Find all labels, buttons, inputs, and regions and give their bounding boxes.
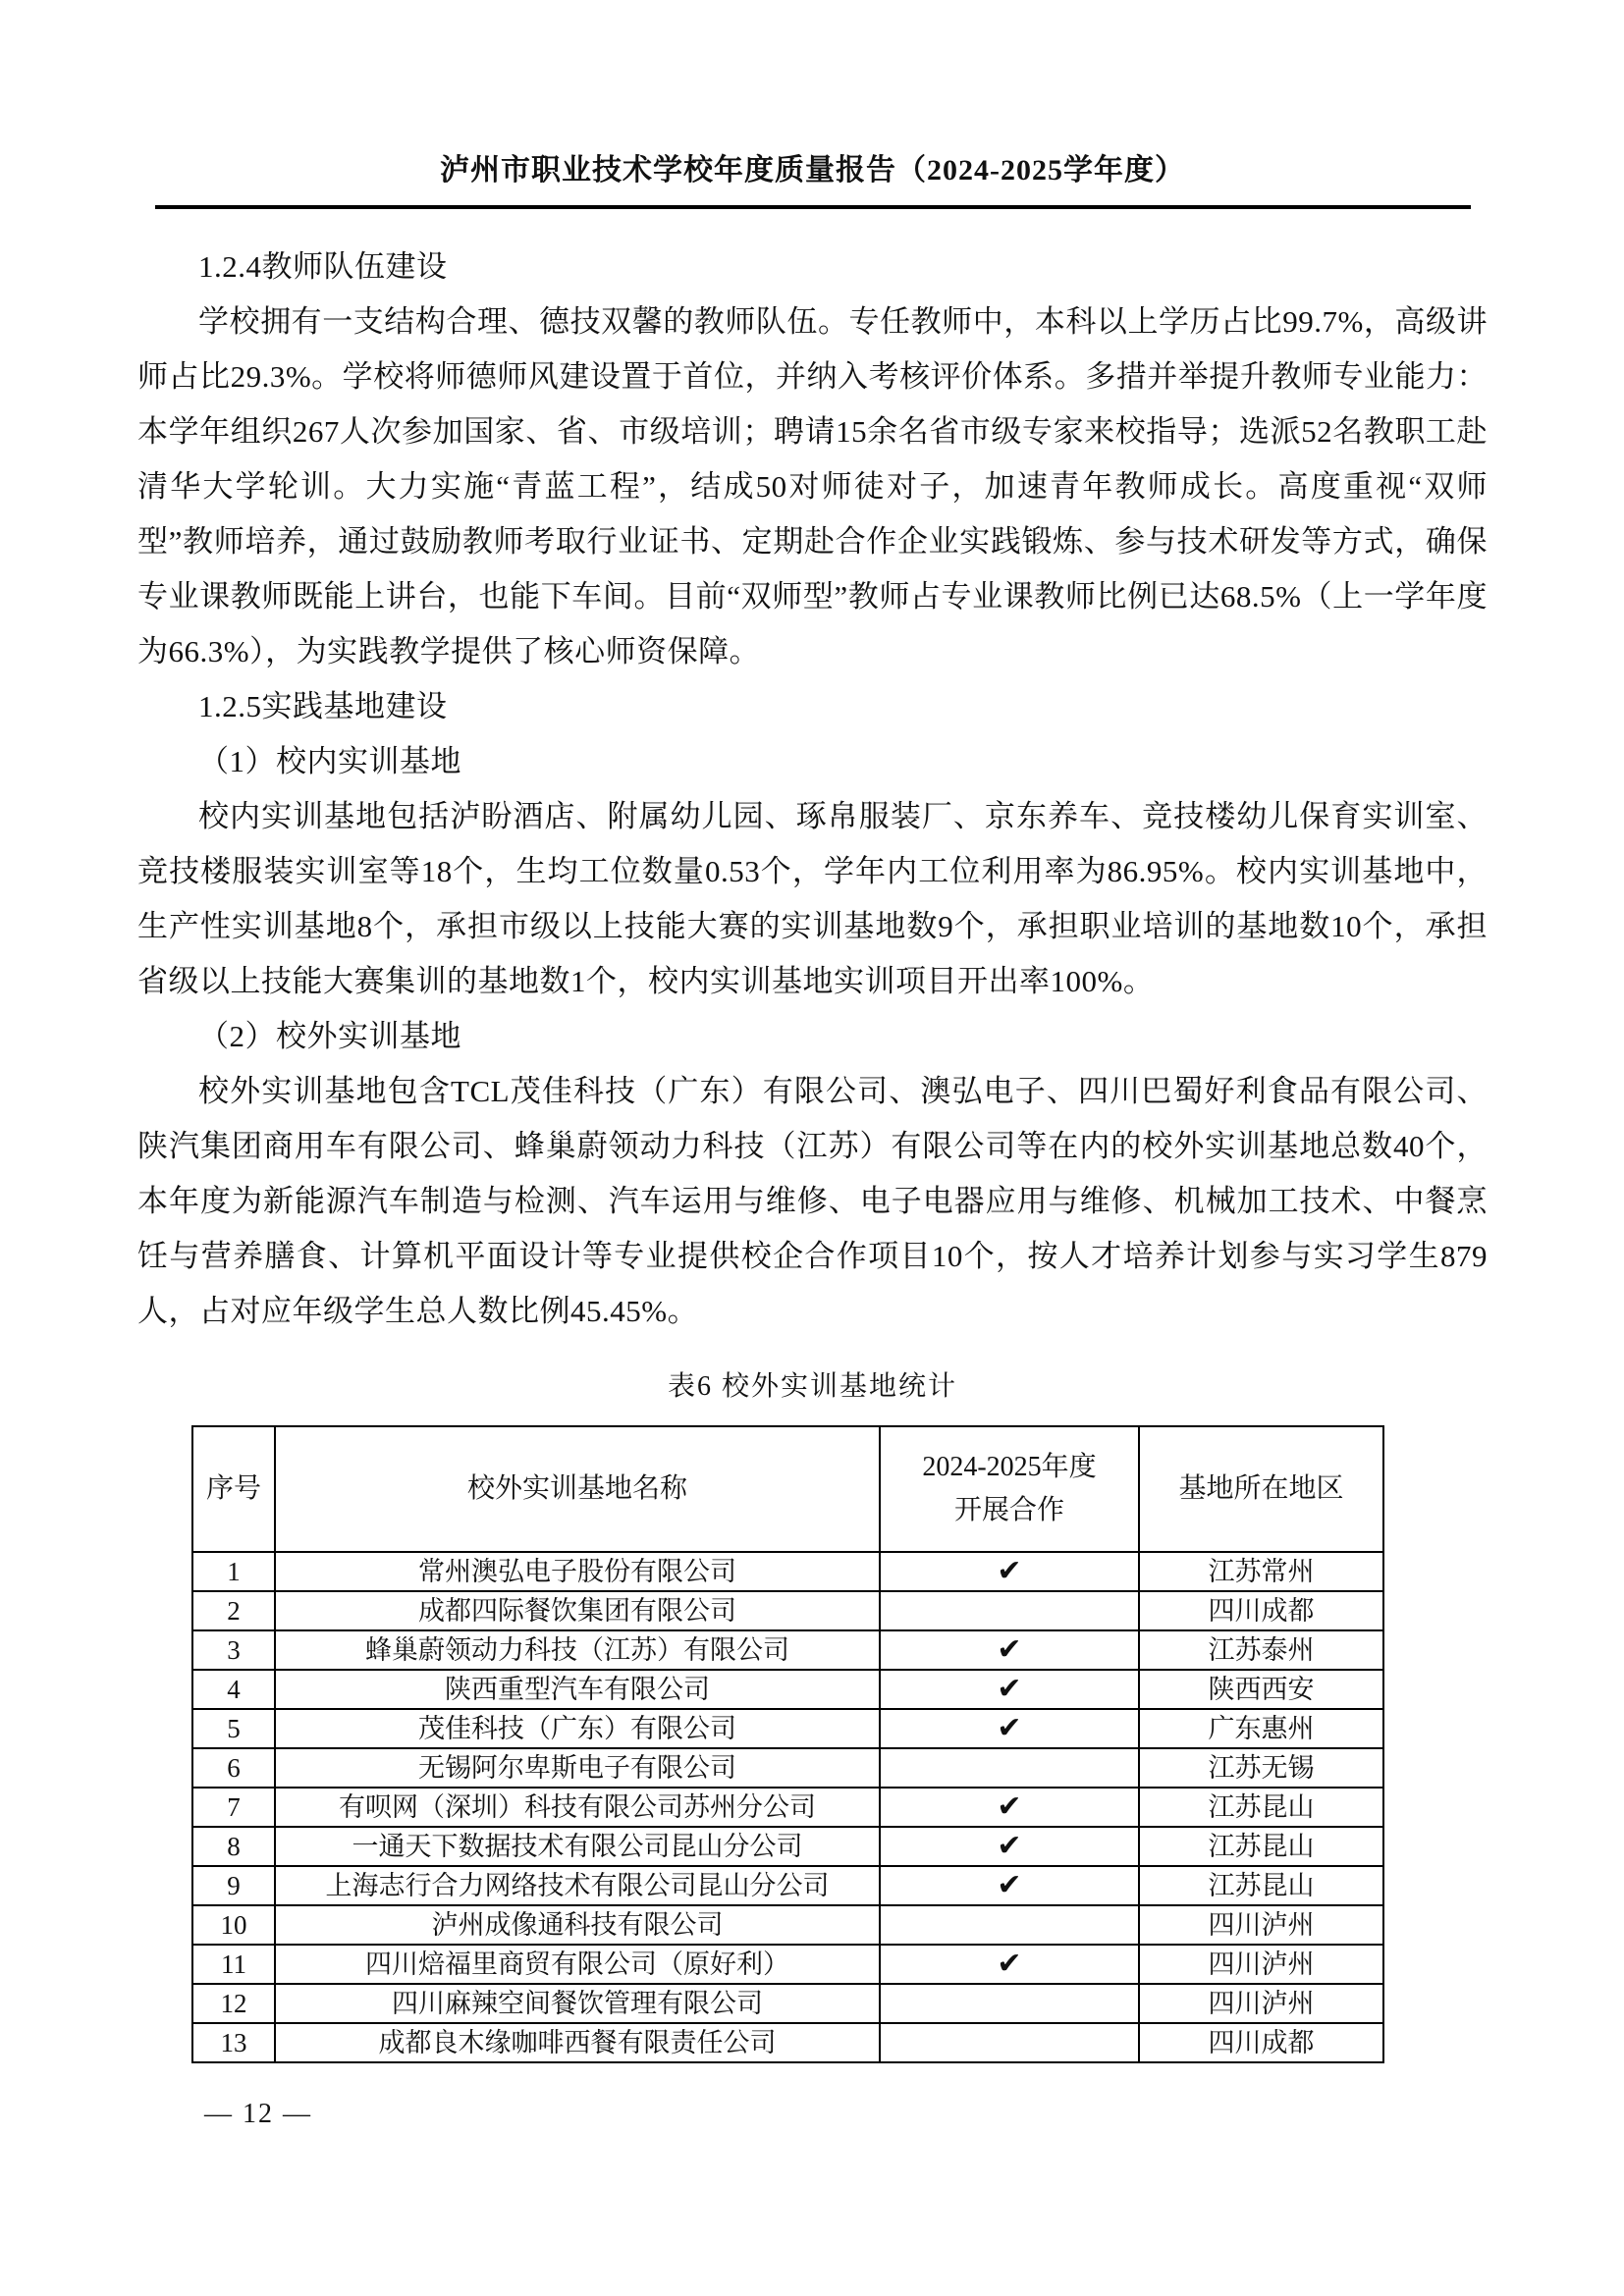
base-region-cell: 四川成都 <box>1139 2023 1383 2062</box>
header-divider <box>155 205 1471 209</box>
row-seq: 5 <box>192 1709 275 1748</box>
checkmark-icon: ✔ <box>997 1672 1022 1706</box>
table-row <box>192 1709 1383 1748</box>
cooperation-cell <box>880 1866 1139 1905</box>
base-name-cell: 上海志行合力网络技术有限公司昆山分公司 <box>275 1866 880 1905</box>
base-name-cell: 茂佳科技（广东）有限公司 <box>275 1709 880 1748</box>
base-region-cell: 江苏常州 <box>1139 1552 1383 1591</box>
table-row <box>192 1552 1383 1591</box>
base-region-cell: 陕西西安 <box>1139 1670 1383 1709</box>
base-region-cell: 四川泸州 <box>1139 1905 1383 1945</box>
base-name-cell: 无锡阿尔卑斯电子有限公司 <box>275 1748 880 1788</box>
cooperation-cell <box>880 1984 1139 2023</box>
header-cooperation-line1: 2024-2025年度 <box>922 1452 1097 1482</box>
base-name-cell: 四川焙福里商贸有限公司（原好利） <box>275 1945 880 1984</box>
table-body <box>192 1552 1383 2062</box>
row-seq: 12 <box>192 1984 275 2023</box>
header-region: 基地所在地区 <box>1139 1426 1383 1552</box>
checkmark-icon: ✔ <box>997 1711 1022 1745</box>
row-seq: 3 <box>192 1630 275 1670</box>
table-row <box>192 2023 1383 2062</box>
page-title: 泸州市职业技术学校年度质量报告（2024-2025学年度） <box>440 154 1185 187</box>
base-region-cell: 四川成都 <box>1139 1591 1383 1630</box>
row-seq: 7 <box>192 1788 275 1827</box>
table-row <box>192 1905 1383 1945</box>
base-region-cell: 江苏泰州 <box>1139 1630 1383 1670</box>
paragraph: 校外实训基地包含TCL茂佳科技（广东）有限公司、澳弘电子、四川巴蜀好利食品有限公司、陕汽集团商用车有限公司、蜂巢蔚领动力科技（江苏）有限公司等在内的校外实训基地总数40个，本年度为新能源汽车制造与检测、汽车运用与维修、电子电器应用与维修、机械加工技术、中餐烹饪与营养膳食、计算机平面设计等专业提供校企合作项目10个，按人才培养计划参与实习学生879人，占对应年级学生总人数比例45.45%。 <box>137 1074 1488 1328</box>
cooperation-cell <box>880 1630 1139 1670</box>
row-seq: 1 <box>192 1552 275 1591</box>
section-heading: 1.2.5实践基地建设 <box>198 689 448 723</box>
checkmark-icon: ✔ <box>997 1868 1022 1902</box>
section-heading: 1.2.4教师队伍建设 <box>198 249 448 284</box>
sub-heading: （1）校内实训基地 <box>198 744 461 778</box>
row-seq: 11 <box>192 1945 275 1984</box>
cooperation-cell <box>880 1945 1139 1984</box>
cooperation-cell <box>880 1748 1139 1788</box>
cooperation-cell <box>880 1591 1139 1630</box>
table-row <box>192 1984 1383 2023</box>
base-name-cell: 泸州成像通科技有限公司 <box>275 1905 880 1945</box>
table-row <box>192 1630 1383 1670</box>
base-region-cell: 江苏昆山 <box>1139 1827 1383 1866</box>
table-row <box>192 1591 1383 1630</box>
row-seq: 6 <box>192 1748 275 1788</box>
table-row <box>192 1670 1383 1709</box>
paragraph: 学校拥有一支结构合理、德技双馨的教师队伍。专任教师中，本科以上学历占比99.7%，高级讲师占比29.3%。学校将师德师风建设置于首位，并纳入考核评价体系。多措并举提升教师专业能力：本学年组织267人次参加国家、省、市级培训；聘请15余名省市级专家来校指导；选派52名教职工赴清华大学轮训。大力实施“青蓝工程”，结成50对师徒对子，加速青年教师成长。高度重视“双师型”教师培养，通过鼓励教师考取行业证书、定期赴合作企业实践锻炼、参与技术研发等方式，确保专业课教师既能上讲台，也能下车间。目前“双师型”教师占专业课教师比例已达68.5%（上一学年度为66.3%），为实践教学提供了核心师资保障。 <box>137 304 1488 668</box>
row-seq: 2 <box>192 1591 275 1630</box>
cooperation-cell <box>880 1709 1139 1748</box>
cooperation-cell <box>880 1827 1139 1866</box>
base-region-cell: 四川泸州 <box>1139 1984 1383 2023</box>
table-row <box>192 1945 1383 1984</box>
base-name-cell: 四川麻辣空间餐饮管理有限公司 <box>275 1984 880 2023</box>
checkmark-icon: ✔ <box>997 1554 1022 1588</box>
base-region-cell: 广东惠州 <box>1139 1709 1383 1748</box>
cooperation-cell <box>880 1788 1139 1827</box>
base-region-cell: 江苏昆山 <box>1139 1866 1383 1905</box>
paragraph: 校内实训基地包括泸盼酒店、附属幼儿园、琢帛服装厂、京东养车、竞技楼幼儿保育实训室、竞技楼服装实训室等18个，生均工位数量0.53个，学年内工位利用率为86.95%。校内实训基地中，生产性实训基地8个，承担市级以上技能大赛的实训基地数9个，承担职业培训的基地数10个，承担省级以上技能大赛集训的基地数1个，校内实训基地实训项目开出率100%。 <box>137 799 1488 998</box>
row-seq: 8 <box>192 1827 275 1866</box>
header-cooperation <box>880 1426 1139 1552</box>
base-name-cell: 一通天下数据技术有限公司昆山分公司 <box>275 1827 880 1866</box>
checkmark-icon: ✔ <box>997 1632 1022 1667</box>
checkmark-icon: ✔ <box>997 1789 1022 1824</box>
base-name-cell: 蜂巢蔚领动力科技（江苏）有限公司 <box>275 1630 880 1670</box>
sub-heading: （2）校外实训基地 <box>198 1019 461 1053</box>
row-seq: 9 <box>192 1866 275 1905</box>
base-name-cell: 成都四际餐饮集团有限公司 <box>275 1591 880 1630</box>
table-header-row <box>192 1426 1383 1552</box>
base-name-cell: 陕西重型汽车有限公司 <box>275 1670 880 1709</box>
table-caption: 表6 校外实训基地统计 <box>667 1371 957 1402</box>
header-seq: 序号 <box>192 1426 275 1552</box>
row-seq: 13 <box>192 2023 275 2062</box>
table-header <box>192 1426 1383 1552</box>
page-number: — 12 — <box>204 2099 312 2129</box>
cooperation-cell <box>880 1670 1139 1709</box>
header-base-name: 校外实训基地名称 <box>275 1426 880 1552</box>
base-region-cell: 江苏昆山 <box>1139 1788 1383 1827</box>
base-region-cell: 四川泸州 <box>1139 1945 1383 1984</box>
table-row <box>192 1788 1383 1827</box>
base-name-cell: 有呗网（深圳）科技有限公司苏州分公司 <box>275 1788 880 1827</box>
row-seq: 4 <box>192 1670 275 1709</box>
training-base-table <box>191 1425 1384 2063</box>
row-seq: 10 <box>192 1905 275 1945</box>
cooperation-cell <box>880 2023 1139 2062</box>
checkmark-icon: ✔ <box>997 1947 1022 1981</box>
table-row <box>192 1748 1383 1788</box>
cooperation-cell <box>880 1905 1139 1945</box>
document-body <box>137 240 1488 1339</box>
table-row <box>192 1827 1383 1866</box>
base-region-cell: 江苏无锡 <box>1139 1748 1383 1788</box>
cooperation-cell <box>880 1552 1139 1591</box>
table-row <box>192 1866 1383 1905</box>
checkmark-icon: ✔ <box>997 1829 1022 1863</box>
header-cooperation-line2: 开展合作 <box>953 1495 1064 1525</box>
base-name-cell: 成都良木缘咖啡西餐有限责任公司 <box>275 2023 880 2062</box>
base-name-cell: 常州澳弘电子股份有限公司 <box>275 1552 880 1591</box>
